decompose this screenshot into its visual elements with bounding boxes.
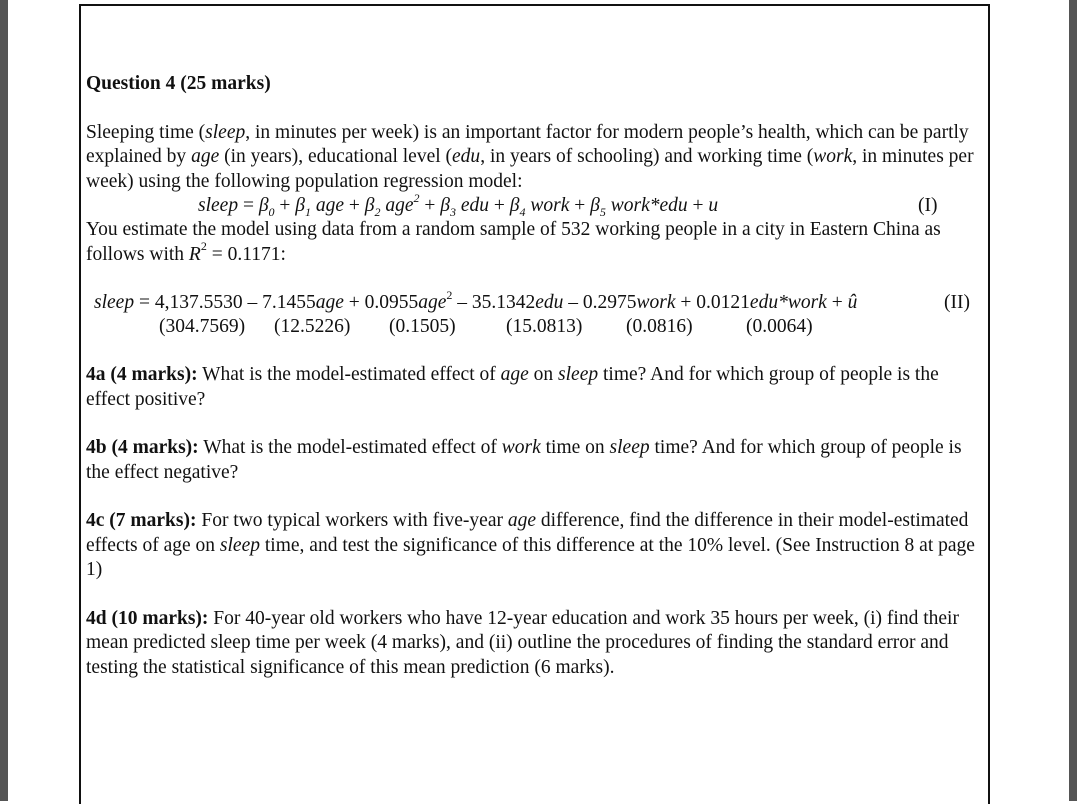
question-content bbox=[86, 72, 981, 680]
standard-error-edu: (15.0813) bbox=[506, 316, 583, 337]
viewer-left-edge bbox=[0, 0, 8, 801]
question-heading: Question 4 (25 marks) bbox=[86, 73, 271, 94]
standard-errors-row bbox=[86, 315, 981, 339]
standard-error-age-squared: (0.1505) bbox=[389, 316, 456, 337]
question-4b: 4b (4 marks): What is the model-estimated effect of work time on sleep time? And for which group of people is the effect negative? bbox=[86, 437, 962, 483]
viewer-right-edge bbox=[1069, 0, 1077, 801]
question-4d: 4d (10 marks): For 40-year old workers who have 12-year education and work 35 hours per week, (i) find their mean predicted sleep time per week (4 marks), and (ii) outline the procedures of finding the standard error and testing the statistical significance of this mean prediction (6 marks). bbox=[86, 607, 959, 678]
equation-tag-i: (I) bbox=[918, 195, 938, 216]
question-4c: 4c (7 marks): For two typical workers with five-year age difference, find the difference in their model-estimated effects of age on sleep time, and test the significance of this difference at the 10% level. (See Instruction 8 at page 1) bbox=[86, 510, 975, 580]
standard-error-intercept: (304.7569) bbox=[159, 316, 246, 337]
standard-error-edu-work: (0.0064) bbox=[746, 316, 813, 337]
question-4a: 4a (4 marks): What is the model-estimated effect of age on sleep time? And for which group of people is the effect positive? bbox=[86, 364, 939, 410]
intro-paragraph: Sleeping time (sleep, in minutes per week) is an important factor for modern people’s health, which can be partly explained by age (in years), educational level (edu, in years of schooling) and working time (work, in minutes per week) using the following population regression model: bbox=[86, 121, 974, 192]
estimate-intro-paragraph: You estimate the model using data from a random sample of 532 working people in a city in Eastern China as follows with $R^2 = 0.1171$: bbox=[86, 219, 941, 265]
population-model-equation bbox=[86, 190, 981, 219]
equation-tag-ii: (II) bbox=[944, 292, 970, 313]
standard-error-age: (12.5226) bbox=[274, 316, 351, 337]
estimated-model-equation bbox=[86, 287, 981, 315]
estimated-model-formula: sleep = 4,137.5530 – 7.1455age + 0.0955age$^2$ – 35.1342edu – 0.2975work + 0.0121edu*work + û bbox=[94, 287, 858, 313]
standard-error-work: (0.0816) bbox=[626, 316, 693, 337]
population-model-formula: sleep = $\beta_0 + \beta_1$ age + $\beta_2$ $age^2 + \beta_3$ edu + $\beta_4$ work + $\beta_5$ work*edu + u bbox=[198, 190, 719, 219]
